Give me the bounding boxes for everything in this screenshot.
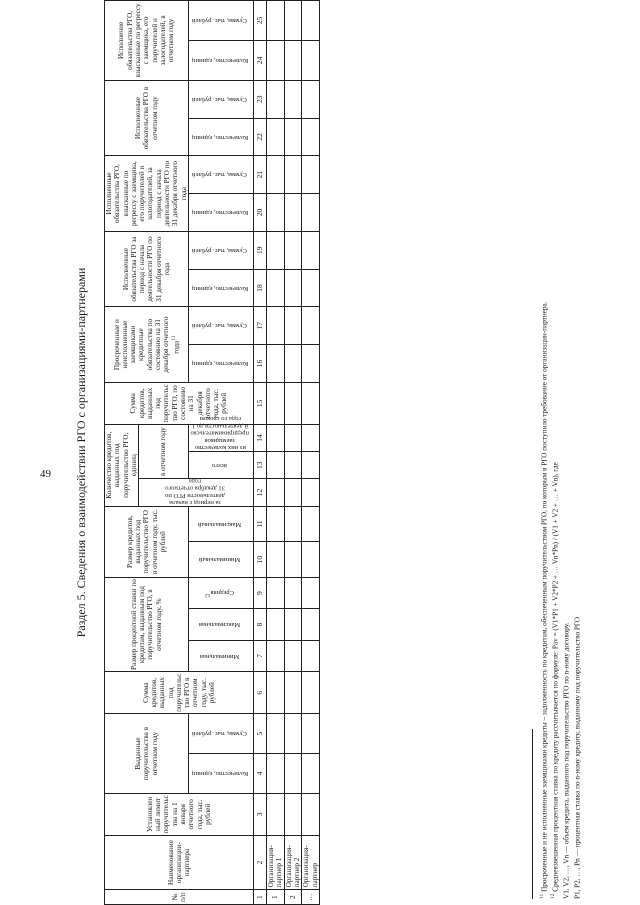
header-size-max bbox=[188, 506, 253, 542]
footnote-text: Средневзвешенная процентная ставка по кредиту рассчитывается по формуле: Pav = (V1*P1 + V2*P2 + … Vn*Pn) / (V1 + V2 + … + Vn), где bbox=[551, 462, 560, 892]
header-rate-avg-text bbox=[205, 588, 234, 597]
empty-cell bbox=[302, 672, 320, 714]
empty-cell bbox=[267, 714, 285, 754]
empty-cell bbox=[267, 1, 285, 41]
footnote bbox=[572, 29, 583, 899]
empty-cell bbox=[284, 479, 302, 506]
header-limit: Установленный лимит поручительства на 1 января отчетного года, тыс. рублей bbox=[105, 793, 254, 835]
header-size-min bbox=[188, 542, 253, 578]
column-number: 1 bbox=[254, 890, 267, 905]
column-number: 21 bbox=[254, 156, 267, 194]
header-rate-min-text: Минимальная bbox=[200, 652, 240, 660]
empty-cell bbox=[302, 577, 320, 608]
empty-cell bbox=[302, 542, 320, 578]
empty-cell bbox=[267, 479, 285, 506]
header-overdue-sum bbox=[188, 307, 253, 345]
header-since-start bbox=[139, 476, 254, 506]
empty-cell bbox=[267, 345, 285, 383]
header-obl-period-sum bbox=[188, 231, 253, 269]
footnote bbox=[550, 29, 561, 899]
empty-cell bbox=[302, 424, 320, 451]
header-regress-period-qty-text: Количество, единиц bbox=[191, 209, 248, 217]
header-loan-count: Количество кредитов, выданных под поручительство РГО, единиц bbox=[105, 424, 139, 506]
empty-cell bbox=[284, 640, 302, 671]
column-number: 18 bbox=[254, 269, 267, 307]
header-count-new-business bbox=[188, 415, 253, 452]
header-obligations-period: Исполненные обязательства РГО за период с начала деятельности РГО по 31 декабря отчетного года bbox=[105, 231, 189, 307]
column-number: 17 bbox=[254, 307, 267, 345]
column-number: 15 bbox=[254, 382, 267, 424]
column-number: 12 bbox=[254, 479, 267, 506]
footnote-ref-11: 11 bbox=[170, 335, 177, 341]
empty-cell bbox=[284, 269, 302, 307]
empty-cell bbox=[302, 479, 320, 506]
column-number: 2 bbox=[254, 835, 267, 890]
column-number: 14 bbox=[254, 424, 267, 451]
footnote-marker: 11 bbox=[539, 893, 545, 899]
empty-cell bbox=[302, 382, 320, 424]
empty-cell bbox=[302, 640, 320, 671]
column-number-row bbox=[254, 1, 267, 905]
header-loan-size: Размер кредитов, выданных под поручительство РГО в отчетном году, тыс. рублей bbox=[105, 506, 189, 577]
empty-cell bbox=[302, 307, 320, 345]
header-regress-period-qty bbox=[188, 194, 253, 232]
column-number: 3 bbox=[254, 793, 267, 835]
footnote-marker: 12 bbox=[550, 893, 557, 899]
partner-table bbox=[104, 0, 320, 905]
empty-cell bbox=[284, 194, 302, 232]
empty-cell bbox=[302, 194, 320, 232]
header-count-total bbox=[188, 452, 253, 479]
header-obl-year-qty-text: Количество, единиц bbox=[191, 133, 248, 141]
column-number: 6 bbox=[254, 672, 267, 714]
header-partner-name: Наименование организации-партнера bbox=[105, 835, 254, 890]
empty-cell bbox=[284, 307, 302, 345]
empty-cell bbox=[267, 307, 285, 345]
empty-cell bbox=[267, 231, 285, 269]
empty-cell bbox=[267, 672, 285, 714]
empty-cell bbox=[302, 793, 320, 835]
column-number: 22 bbox=[254, 118, 267, 156]
partner-name: Организация-партнер bbox=[302, 835, 320, 890]
header-obl-period-sum-text: Сумма, тыс. рублей bbox=[192, 246, 248, 254]
header-regress-period-sum-text: Сумма, тыс. рублей bbox=[192, 171, 248, 179]
header-regress-year: Исполнение обязательства РГО, взысканные по регрессу с заемщика, его поручителей и залогодателей, в отчетном году bbox=[105, 1, 189, 81]
empty-cell bbox=[267, 640, 285, 671]
empty-cell bbox=[302, 754, 320, 794]
empty-cell bbox=[267, 609, 285, 640]
table-row bbox=[267, 1, 285, 905]
column-number: 20 bbox=[254, 194, 267, 232]
row-number: … bbox=[302, 890, 320, 905]
empty-cell bbox=[267, 452, 285, 479]
empty-cell bbox=[302, 41, 320, 81]
footnote-text: Просроченные и не исполненные заемщиками кредиты – задолженность по кредитам, обеспеченным поручительством РГО, по которым в РГО поступило требование от организации-партнера. bbox=[540, 301, 549, 892]
header-overdue-text: Просроченные и неисполненные заемщиками кредитные обязательства по состоянию на 31 декабря отчетного года bbox=[112, 316, 180, 373]
column-number: 16 bbox=[254, 345, 267, 383]
header-regress-year-sum bbox=[188, 1, 253, 41]
empty-cell bbox=[284, 424, 302, 451]
header-overdue bbox=[105, 307, 189, 383]
empty-cell bbox=[284, 793, 302, 835]
header-regress-year-qty-text: Количество, единиц bbox=[191, 57, 248, 65]
empty-cell bbox=[302, 714, 320, 754]
section-title: Раздел 5. Сведения о взаимодействии РГО с организациями-партнерами bbox=[74, 267, 88, 638]
header-rate-avg bbox=[188, 577, 253, 608]
empty-cell bbox=[302, 1, 320, 41]
empty-cell bbox=[267, 506, 285, 542]
header-rate-max-text: Максимальная bbox=[199, 621, 241, 629]
header-rate-min bbox=[188, 640, 253, 671]
header-regress-period-sum bbox=[188, 156, 253, 194]
empty-cell bbox=[302, 231, 320, 269]
page-number: 49 bbox=[40, 468, 51, 480]
footnotes bbox=[532, 29, 583, 899]
header-regress-year-sum-text: Сумма, тыс. рублей bbox=[192, 17, 248, 25]
empty-cell bbox=[267, 156, 285, 194]
row-number: 2 bbox=[284, 890, 302, 905]
table-body bbox=[267, 1, 320, 905]
column-number: 9 bbox=[254, 577, 267, 608]
header-size-min-text: Минимальный bbox=[199, 556, 241, 564]
header-count-year: в отчетном году bbox=[139, 424, 189, 479]
empty-cell bbox=[284, 506, 302, 542]
header-overdue-qty-text: Количество, единиц bbox=[191, 360, 248, 368]
header-regress-year-qty bbox=[188, 41, 253, 81]
header-num: № п/п bbox=[105, 890, 254, 905]
empty-cell bbox=[284, 714, 302, 754]
header-size-max-text: Максимальный bbox=[198, 520, 242, 528]
partner-name: Организация-партнер 1 bbox=[267, 835, 285, 890]
column-number: 23 bbox=[254, 80, 267, 118]
empty-cell bbox=[284, 41, 302, 81]
header-obl-year-sum-text: Сумма, тыс. рублей bbox=[192, 95, 248, 103]
column-number: 7 bbox=[254, 640, 267, 671]
column-number: 10 bbox=[254, 542, 267, 578]
header-obl-period-qty-text: Количество, единиц bbox=[191, 284, 248, 292]
header-overdue-qty bbox=[188, 345, 253, 383]
table-row bbox=[302, 1, 320, 905]
empty-cell bbox=[302, 80, 320, 118]
column-number: 5 bbox=[254, 714, 267, 754]
header-obl-period-qty bbox=[188, 269, 253, 307]
partner-name: Организация-партнер 2 bbox=[284, 835, 302, 890]
empty-cell bbox=[284, 382, 302, 424]
empty-cell bbox=[302, 609, 320, 640]
empty-cell bbox=[284, 1, 302, 41]
empty-cell bbox=[284, 118, 302, 156]
header-issued-qty bbox=[188, 754, 253, 794]
header-issued-guarantees: Выданные поручительства в отчетном году bbox=[105, 714, 189, 794]
footnote bbox=[561, 29, 572, 899]
header-rate-max bbox=[188, 609, 253, 640]
empty-cell bbox=[267, 424, 285, 451]
header-count-total-text: всего bbox=[212, 461, 228, 469]
header-issued-sum bbox=[188, 714, 253, 754]
column-number: 13 bbox=[254, 452, 267, 479]
empty-cell bbox=[267, 754, 285, 794]
footnote-ref-12: 12 bbox=[205, 591, 211, 598]
footnote-text: V1, V2, …, Vn — объем кредита, выданного под поручительство РГО по n-ному договору. bbox=[562, 622, 571, 899]
empty-cell bbox=[267, 194, 285, 232]
column-number: 24 bbox=[254, 41, 267, 81]
empty-cell bbox=[267, 542, 285, 578]
table-row bbox=[284, 1, 302, 905]
empty-cell bbox=[267, 269, 285, 307]
empty-cell bbox=[284, 345, 302, 383]
header-count-new-business-text: из них количество заемщиков предпринимательской деятельности до 1 года со сроком bbox=[190, 415, 250, 452]
footnote-list bbox=[539, 29, 583, 899]
empty-cell bbox=[302, 506, 320, 542]
column-number: 4 bbox=[254, 754, 267, 794]
empty-cell bbox=[284, 577, 302, 608]
header-interest-rate: Размер процентной ставки по кредитам, выданным под поручительство РГО, в отчетном году, % bbox=[105, 577, 189, 671]
empty-cell bbox=[284, 80, 302, 118]
column-number: 19 bbox=[254, 231, 267, 269]
empty-cell bbox=[302, 118, 320, 156]
empty-cell bbox=[267, 793, 285, 835]
empty-cell bbox=[302, 452, 320, 479]
empty-cell bbox=[267, 80, 285, 118]
header-regress-period: Исполненные обязательства РГО, взысканные по регрессу с заемщика, его поручителей и залогодателей, за период с начала деятельности РГО по 31 декабря отчетного года bbox=[105, 156, 189, 232]
header-loan-sum-dec31: Сумма кредитов, выданных под поручительство РГО, по состоянию на 31 декабря отчетного года, тыс. рублей bbox=[105, 382, 254, 424]
empty-cell bbox=[302, 156, 320, 194]
empty-cell bbox=[284, 231, 302, 269]
footnote-separator bbox=[532, 729, 533, 899]
empty-cell bbox=[267, 577, 285, 608]
empty-cell bbox=[267, 118, 285, 156]
empty-cell bbox=[284, 672, 302, 714]
empty-cell bbox=[284, 452, 302, 479]
header-overdue-sum-text: Сумма, тыс. рублей bbox=[192, 322, 248, 330]
empty-cell bbox=[284, 754, 302, 794]
empty-cell bbox=[284, 609, 302, 640]
empty-cell bbox=[284, 542, 302, 578]
column-number: 25 bbox=[254, 1, 267, 41]
header-loan-sum: Сумма кредитов, выданных под поручительство РГО в отчетном году, тыс. рублей bbox=[105, 672, 254, 714]
header-obl-year-sum bbox=[188, 80, 253, 118]
header-issued-sum-text: Сумма, тыс. рублей bbox=[192, 730, 248, 738]
empty-cell bbox=[267, 41, 285, 81]
empty-cell bbox=[267, 382, 285, 424]
footnote-text: P1, P2, …, Pn — процентная ставка по n-ному кредиту, выданному под поручительство РГО bbox=[573, 616, 582, 899]
header-issued-qty-text: Количество, единиц bbox=[191, 770, 248, 778]
header-obl-year-qty bbox=[188, 118, 253, 156]
header-rate-avg-label: Средняя bbox=[210, 588, 235, 596]
footnote bbox=[539, 29, 550, 899]
row-number: 1 bbox=[267, 890, 285, 905]
empty-cell bbox=[284, 156, 302, 194]
column-number: 8 bbox=[254, 609, 267, 640]
empty-cell bbox=[302, 345, 320, 383]
header-since-start-text: за период с начала деятельности РГО по 31 декабря отчетного года bbox=[165, 476, 225, 506]
header-obligations-year: Исполненные обязательства РГО в отчетном году bbox=[105, 80, 189, 156]
empty-cell bbox=[302, 269, 320, 307]
column-number: 11 bbox=[254, 506, 267, 542]
